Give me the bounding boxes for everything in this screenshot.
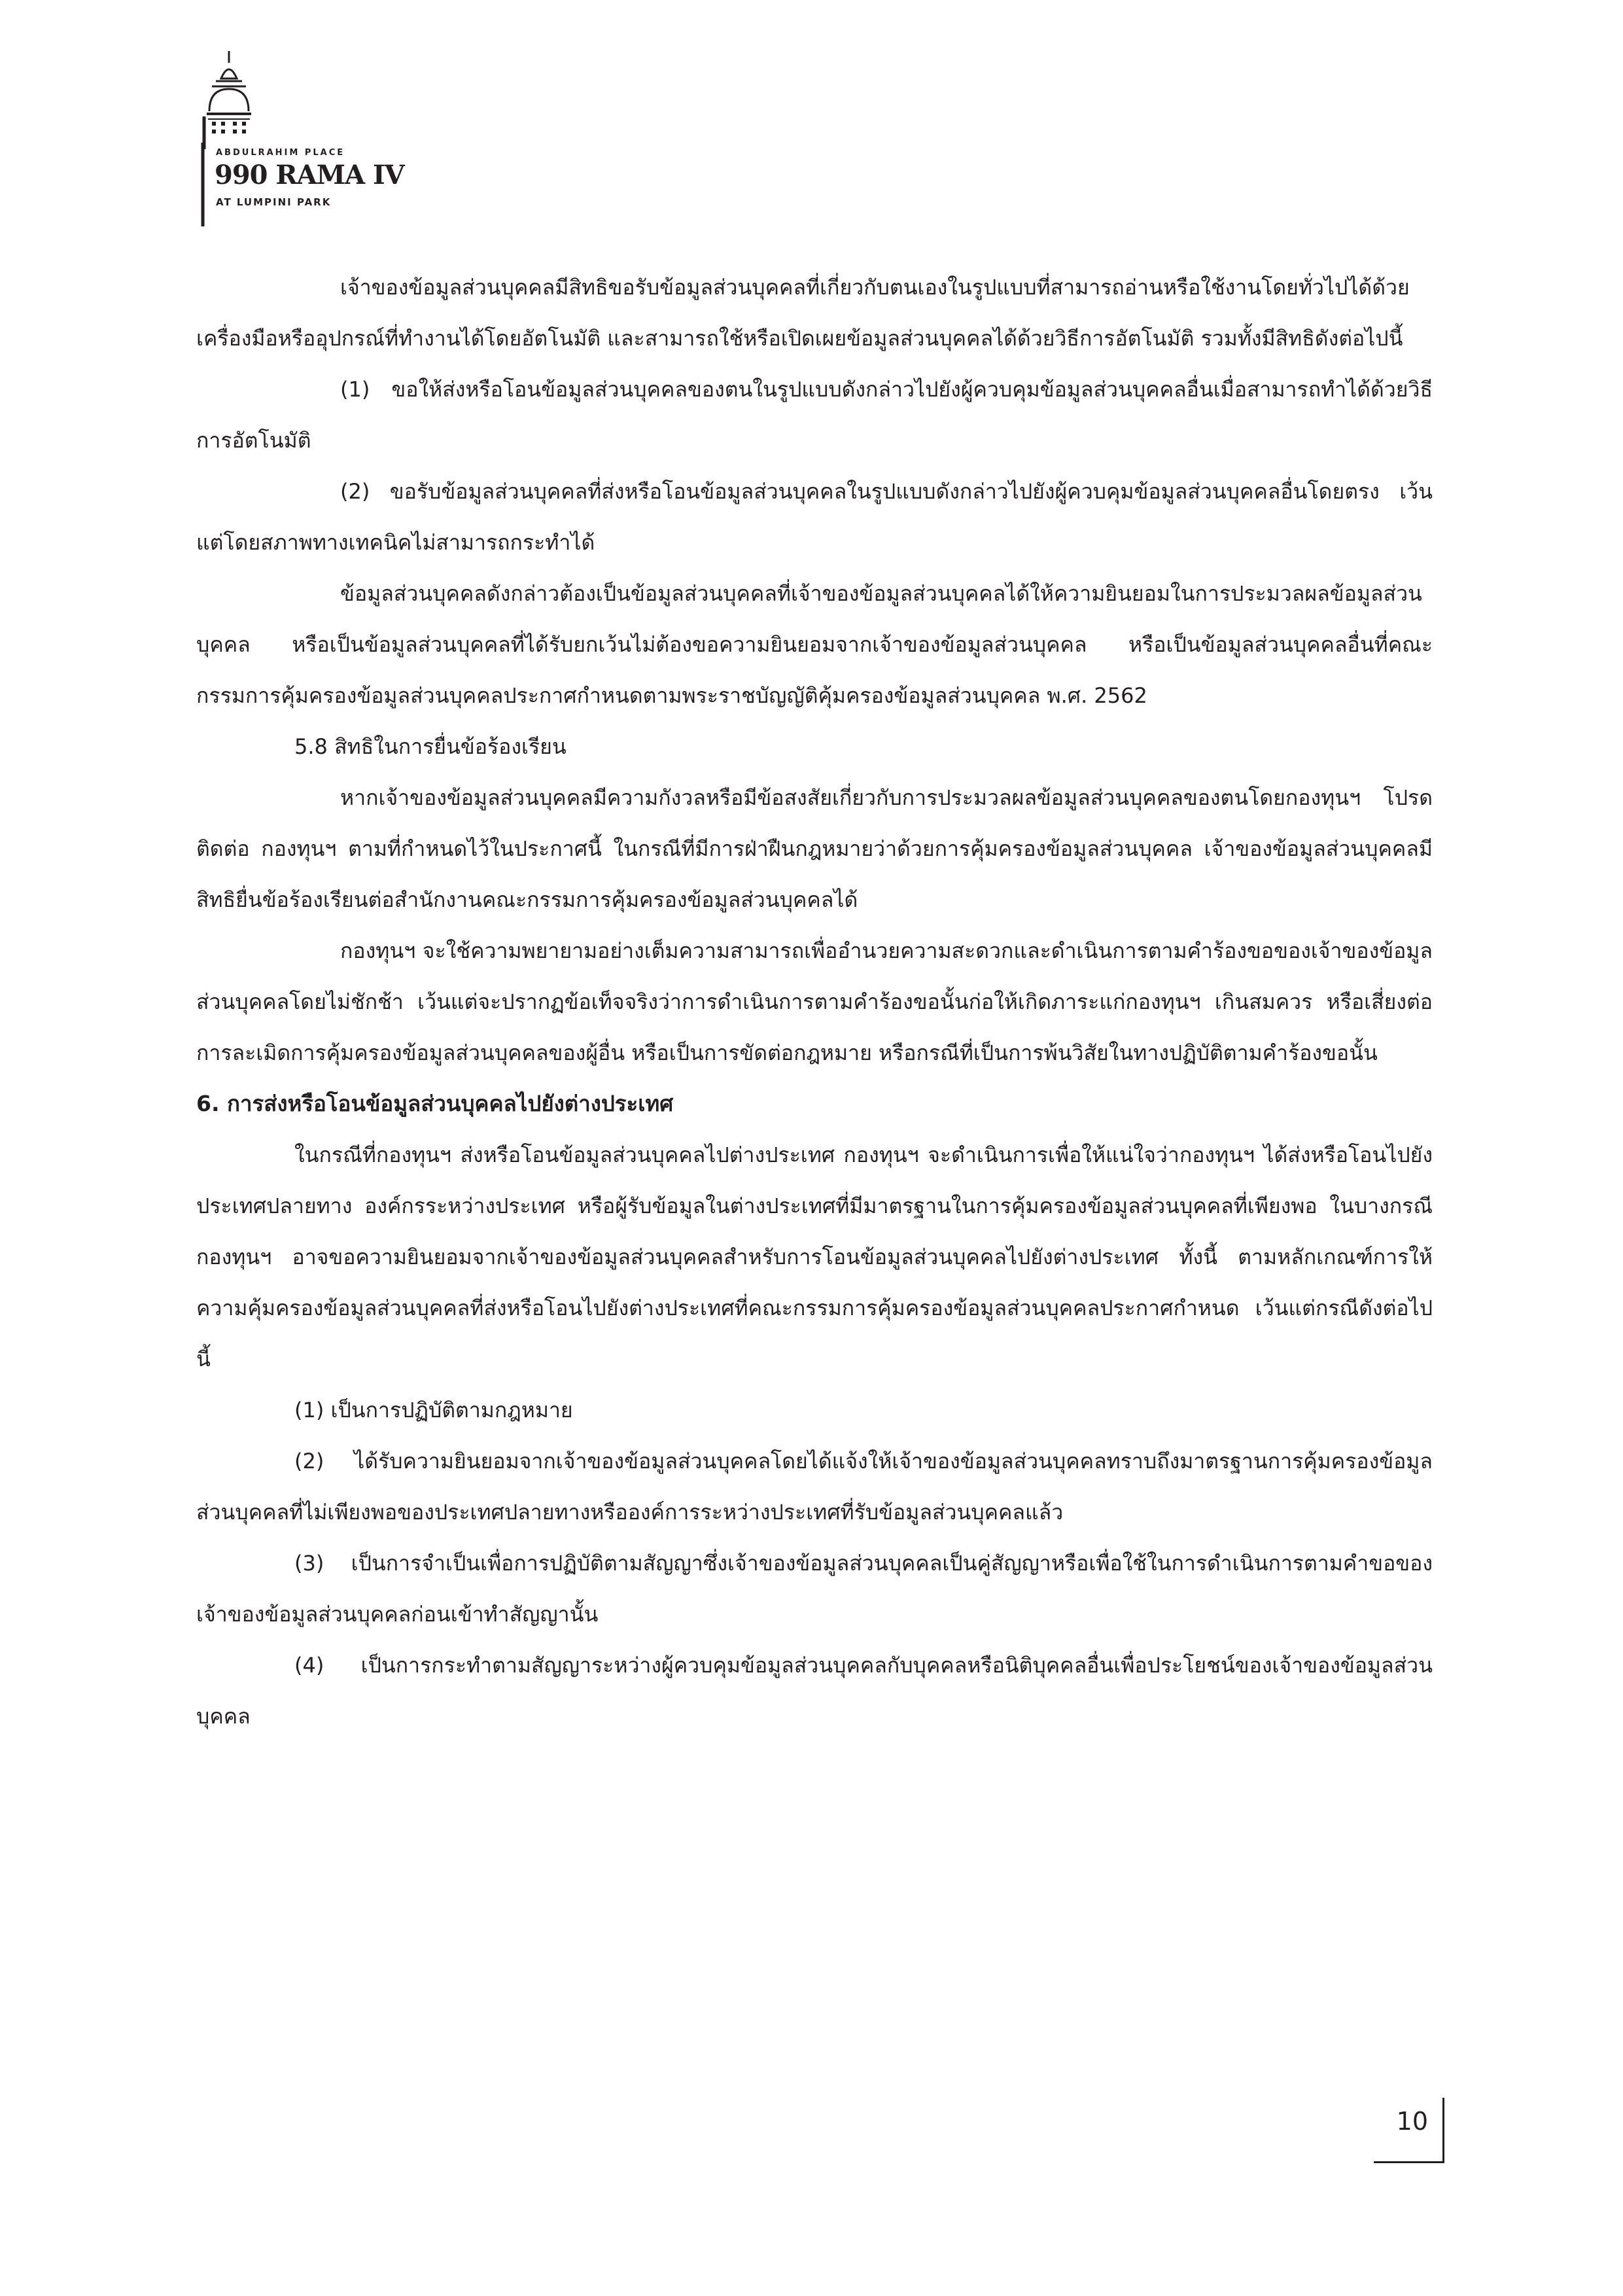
paragraph-portability: เจ้าของข้อมูลส่วนบุคคลมีสิทธิขอรับข้อมูลส่วนบุคคลที่เกี่ยวกับตนเองในรูปแบบที่สามารถอ่านหรือใช้งานโดยทั่วไปได้ด้วยเครื่องมือหรืออุปกรณ์ที่ทำงานได้โดยอัตโนมัติ และสามารถใช้หรือเปิดเผยข้อมูลส่วนบุคคลได้ด้วยวิธีการอัตโนมัติ รวมทั้งมีสิทธิดังต่อไปนี้: [196, 275, 1410, 351]
logo-line-1: ABDULRAHIM PLACE: [216, 148, 345, 158]
paragraph-complaint: หากเจ้าของข้อมูลส่วนบุคคลมีความกังวลหรือมีข้อสงสัยเกี่ยวกับการประมวลผลข้อมูลส่วนบุคคลของตนโดยกองทุนฯ โปรดติดต่อ กองทุนฯ ตามที่กำหนดไว้ในประกาศนี้ ในกรณีที่มีการฝ่าฝืนกฎหมายว่าด้วยการคุ้มครองข้อมูลส่วนบุคคล เจ้าของข้อมูลส่วนบุคคลมีสิทธิยื่นข้อร้องเรียนต่อสำนักงานคณะกรรมการคุ้มครองข้อมูลส่วนบุคคลได้: [196, 785, 1433, 912]
page-number-box: [1374, 2098, 1444, 2163]
company-logo: [190, 51, 425, 228]
logo-line-3: AT LUMPINI PARK: [216, 196, 332, 208]
paragraph-transfer: ในกรณีที่กองทุนฯ ส่งหรือโอนข้อมูลส่วนบุคคลไปต่างประเทศ กองทุนฯ จะดำเนินการเพื่อให้แน่ใจว่ากองทุนฯ ได้ส่งหรือโอนไปยังประเทศปลายทาง องค์กรระหว่างประเทศ หรือผู้รับข้อมูลในต่างประเทศที่มีมาตรฐานในการคุ้มครองข้อมูลส่วนบุคคลที่เพียงพอ ในบางกรณีกองทุนฯ อาจขอความยินยอมจากเจ้าของข้อมูลส่วนบุคคลสำหรับการโอนข้อมูลส่วนบุคคลไปยังต่างประเทศ ทั้งนี้ ตามหลักเกณฑ์การให้ความคุ้มครองข้อมูลส่วนบุคคลที่ส่งหรือโอนไปยังต่างประเทศที่คณะกรรมการคุ้มครองข้อมูลส่วนบุคคลประกาศกำหนด เว้นแต่กรณีดังต่อไปนี้: [196, 1142, 1433, 1371]
exception-item-3: (3) เป็นการจำเป็นเพื่อการปฏิบัติตามสัญญาซึ่งเจ้าของข้อมูลส่วนบุคคลเป็นคู่สัญญาหรือเพื่อใช้ในการดำเนินการตามคำขอของเจ้าของข้อมูลส่วนบุคคลก่อนเข้าทำสัญญานั้น: [196, 1551, 1433, 1627]
logo-line-2: 990 RAMA IV: [215, 160, 404, 190]
exception-item-4: (4) เป็นการกระทำตามสัญญาระหว่างผู้ควบคุมข้อมูลส่วนบุคคลกับบุคคลหรือนิติบุคคลอื่นเพื่อประโยชน์ของเจ้าของข้อมูลส่วนบุคคล: [196, 1653, 1433, 1729]
document-body: [196, 262, 1433, 1742]
page-number: 10: [1396, 2107, 1428, 2136]
exception-item-2: (2) ได้รับความยินยอมจากเจ้าของข้อมูลส่วนบุคคลโดยได้แจ้งให้เจ้าของข้อมูลส่วนบุคคลทราบถึงมาตรฐานการคุ้มครองข้อมูลส่วนบุคคลที่ไม่เพียงพอของประเทศปลายทางหรือองค์การระหว่างประเทศที่รับข้อมูลส่วนบุคคลแล้ว: [196, 1449, 1433, 1525]
exception-item-1: (1) เป็นการปฏิบัติตามกฎหมาย: [294, 1398, 573, 1422]
paragraph-data-scope: ข้อมูลส่วนบุคคลดังกล่าวต้องเป็นข้อมูลส่วนบุคคลที่เจ้าของข้อมูลส่วนบุคคลได้ให้ความยินยอมในการประมวลผลข้อมูลส่วนบุคคล หรือเป็นข้อมูลส่วนบุคคลที่ได้รับยกเว้นไม่ต้องขอความยินยอมจากเจ้าของข้อมูลส่วนบุคคล หรือเป็นข้อมูลส่วนบุคคลอื่นที่คณะกรรมการคุ้มครองข้อมูลส่วนบุคคลประกาศกำหนดตามพระราชบัญญัติคุ้มครองข้อมูลส่วนบุคคล พ.ศ. 2562: [196, 581, 1433, 708]
list-item-1: (1) ขอให้ส่งหรือโอนข้อมูลส่วนบุคคลของตนในรูปแบบดังกล่าวไปยังผู้ควบคุมข้อมูลส่วนบุคคลอื่นเมื่อสามารถทำได้ด้วยวิธีการอัตโนมัติ: [196, 377, 1433, 453]
logo-bar: [195, 51, 208, 228]
section-heading-5-8: 5.8 สิทธิในการยื่นข้อร้องเรียน: [294, 734, 567, 759]
paragraph-effort: กองทุนฯ จะใช้ความพยายามอย่างเต็มความสามารถเพื่ออำนวยความสะดวกและดำเนินการตามคำร้องขอของเจ้าของข้อมูลส่วนบุคคลโดยไม่ชักช้า เว้นแต่จะปรากฏข้อเท็จจริงว่าการดำเนินการตามคำร้องขอนั้นก่อให้เกิดภาระแก่กองทุนฯ เกินสมควร หรือเสี่ยงต่อการละเมิดการคุ้มครองข้อมูลส่วนบุคคลของผู้อื่น หรือเป็นการขัดต่อกฎหมาย หรือกรณีที่เป็นการพ้นวิสัยในทางปฏิบัติตามคำร้องขอนั้น: [196, 938, 1433, 1065]
section-heading-6: 6. การส่งหรือโอนข้อมูลส่วนบุคคลไปยังต่างประเทศ: [196, 1091, 674, 1116]
list-item-2: (2) ขอรับข้อมูลส่วนบุคคลที่ส่งหรือโอนข้อมูลส่วนบุคคลในรูปแบบดังกล่าวไปยังผู้ควบคุมข้อมูลส่วนบุคคลอื่นโดยตรง เว้นแต่โดยสภาพทางเทคนิคไม่สามารถกระทำได้: [196, 479, 1433, 555]
